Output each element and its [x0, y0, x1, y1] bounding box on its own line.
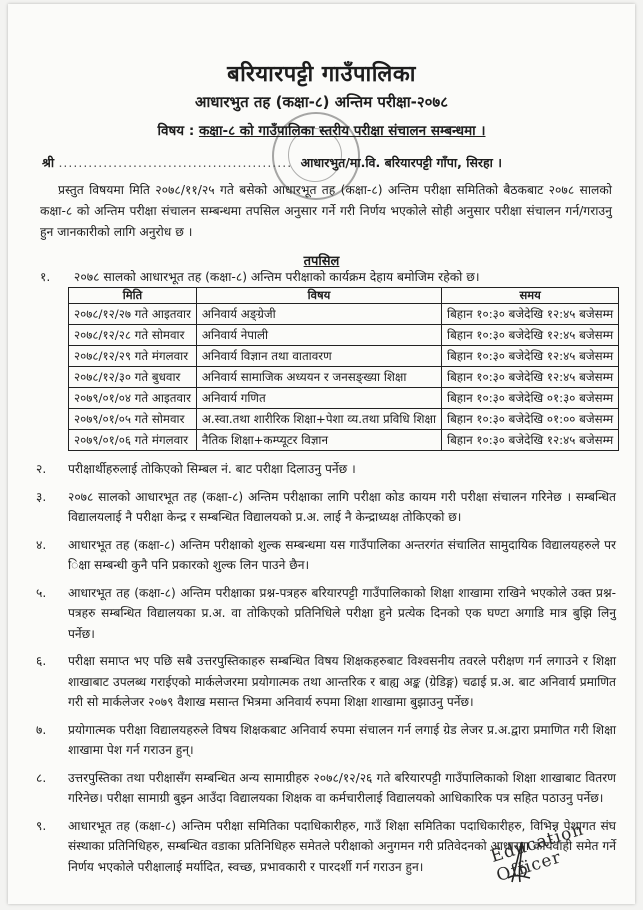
- exam-subtitle: आधारभुत तह (कक्षा-८) अन्तिम परीक्षा-२०७८: [194, 93, 449, 111]
- point-number: ९.: [36, 818, 47, 833]
- list-item: [36, 720, 616, 761]
- table-row: [69, 409, 619, 430]
- table-header-row: [69, 288, 619, 304]
- subject-line: [0, 121, 643, 139]
- table-row: [69, 388, 619, 409]
- cell-subject: अनिवार्य विज्ञान तथा वातावरण: [196, 346, 441, 367]
- recipient-prefix: श्री: [42, 155, 55, 170]
- point-number: १.: [40, 270, 51, 284]
- list-item: [36, 535, 616, 576]
- cell-date: २०७९/०१/०५ गते सोमवार: [69, 409, 197, 430]
- cell-time: बिहान १०:३० बजेदेखि ०१:३० बजेसम्म: [442, 388, 619, 409]
- cell-subject: नैतिक शिक्षा+कम्प्यूटर विज्ञान: [196, 430, 441, 451]
- point-text: २०७८ सालको आधारभूत तह (कक्षा-८) अन्तिम परीक्षाको कार्यक्रम देहाय बमोजिम रहेको छ।: [73, 270, 480, 284]
- subject-value: कक्षा-८ को गाउँपालिका स्तरीय परीक्षा संचालन सम्बन्धमा ।: [198, 123, 486, 139]
- column-header-subject: विषय: [196, 288, 441, 304]
- cell-time: बिहान १०:३० बजेदेखि १२:४५ बजेसम्म: [442, 346, 619, 367]
- instruction-list: [36, 459, 616, 884]
- cell-time: बिहान १०:३० बजेदेखि १२:४५ बजेसम्म: [442, 367, 619, 388]
- point-number: ३.: [36, 489, 47, 504]
- point-number: ४.: [36, 537, 47, 552]
- table-row: [69, 367, 619, 388]
- cell-date: २०७८/१२/२८ गते सोमवार: [69, 325, 197, 346]
- schedule-heading: तपसिल: [303, 254, 340, 269]
- cell-time: बिहान १०:३० बजेदेखि १२:४५ बजेसम्म: [442, 304, 619, 325]
- point-number: ८.: [36, 770, 47, 785]
- point-1: [40, 268, 480, 285]
- list-item: [36, 651, 616, 713]
- point-number: ५.: [36, 585, 47, 600]
- point-text: परीक्षा समाप्त भए पछि सबै उत्तरपुस्तिकाहरु सम्बन्धित विषय शिक्षकहरुबाट विश्वसनीय तवरले परीक्षण गर्न लगाउने र शिक्षा शाखाबाट उपलब्ध गराईएको मार्कलेजरमा प्रयोगात्मक तथा आन्तरिक र बाह्य अङ्क (ग्रेडिङ्ग) चढाई प्र.अ. बाट अनिवार्य प्रमाणित गरी सो मार्कलेजर २०७९ वैशाख मसान्त भित्रमा अनिवार्य रुपमा शिक्षा शाखामा बुझाउनु पर्नेछ।: [68, 654, 616, 709]
- subject-label: विषय :: [157, 123, 195, 139]
- table-row: [69, 430, 619, 451]
- page-title: बरियारपट्टी गाउँपालिका: [227, 62, 416, 87]
- exam-schedule-table: [68, 287, 619, 451]
- table-row: [69, 304, 619, 325]
- cell-date: २०७८/१२/२७ गते आइतवार: [69, 304, 197, 325]
- cell-date: २०७९/०१/०४ गते आइतवार: [69, 388, 197, 409]
- point-text: आधारभूत तह (कक्षा-८) अन्तिम परीक्षा समितिका पदाधिकारीहरु, गाउँ शिक्षा समितिका पदाधिकारीहरु, विभिन्न पेशागत संघ संस्थाका प्रतिनिधिहरु, सम्बन्धित वडाका प्रतिनिधिहरु समेतले परीक्षाको अनुगमन गरी प्रतिवेदनको आधारमा कार्यवाही समेत गर्ने निर्णय भएकोले परीक्षालाई मर्यादित, स्वच्छ, प्रभावकारी र पारदर्शी गर्न गराउन हुन।: [68, 818, 616, 874]
- point-text: आधारभूत तह (कक्षा-८) अन्तिम परीक्षाको शुल्क सम्बन्धमा यस गाउँपालिका अन्तरगंत संचालित सामुदायिक विद्यालयहरुले पर िक्षा सम्बन्धी कुनै पनि प्रकारको शुल्क लिन पाउने छैन।: [68, 537, 616, 572]
- point-number: ७.: [36, 722, 47, 737]
- point-number: ६.: [36, 654, 47, 668]
- cell-subject: अनिवार्य गणित: [196, 388, 441, 409]
- intro-paragraph: प्रस्तुत विषयमा मिति २०७८/११/२५ गते बसेको आधारभूत तह (कक्षा-८) अन्तिम परीक्षा समितिको बैठकबाट २०७८ सालको कक्षा-८ को अन्तिम परीक्षा संचालन सम्बन्धमा तपसिल अनुसार गर्ने गरी निर्णय भएकोले सोही अनुसार परीक्षा संचालन गर्न/गराउनु हुन जानकारीको लागि अनुरोध छ ।: [40, 183, 612, 239]
- cell-time: बिहान १०:३० बजेदेखि १२:४५ बजेसम्म: [442, 325, 619, 346]
- cell-date: २०७९/०१/०६ गते मंगलवार: [69, 430, 197, 451]
- point-text: आधारभूत तह (कक्षा-८) अन्तिम परीक्षाका प्रश्न-पत्रहरु बरियारपट्टी गाउँपालिकाको शिक्षा शाखामा राखिने भएकोले उक्त प्रश्न-पत्रहरु सम्बन्धित विद्यालयका प्र.अ. वा तोकिएको प्रतिनिधिले परीक्षा हुने प्रत्येक दिनको एक घण्टा अगाडि मात्र बुझि लिनु पर्नेछ।: [68, 585, 616, 641]
- cell-subject: अनिवार्य सामाजिक अध्ययन र जनसङ्ख्या शिक्षा: [196, 367, 441, 388]
- cell-date: २०७८/१२/३० गते बुधवार: [69, 367, 197, 388]
- recipient-blank: ...............................................: [58, 155, 293, 170]
- recipient-address: [42, 154, 502, 171]
- point-text: प्रयोगात्मक परीक्षा विद्यालयहरुले विषय शिक्षकबाट अनिवार्य रुपमा संचालन गर्न लगाई ग्रेड लेजर प्र.अ.द्वारा प्रमाणित गरी शिक्षा शाखामा पेश गर्न गराउन हुन्।: [68, 722, 616, 757]
- cell-subject: अनिवार्य नेपाली: [196, 325, 441, 346]
- column-header-time: समय: [442, 288, 619, 304]
- column-header-date: मिति: [69, 288, 197, 304]
- list-item: [36, 487, 616, 528]
- recipient-line: आधारभुत/मा.वि. बरियारपट्टी गाँपा, सिरहा ।: [300, 155, 502, 170]
- point-number: २.: [36, 462, 47, 476]
- list-item: [36, 459, 616, 480]
- cell-date: २०७८/१२/२९ गते मंगलवार: [69, 346, 197, 367]
- cell-time: बिहान १०:३० बजेदेखि ०१:०० बजेसम्म: [442, 409, 619, 430]
- cell-time: बिहान १०:३० बजेदेखि १२:४५ बजेसम्म: [442, 430, 619, 451]
- list-item: [36, 583, 616, 645]
- table-row: [69, 325, 619, 346]
- point-text: उत्तरपुस्तिका तथा परीक्षासँग सम्बन्धित अन्य सामाग्रीहरु २०७८/१२/२६ गते बरियारपट्टी गाउँपालिकाको शिक्षा शाखाबाट वितरण गरिनेछ। परीक्षा सामाग्री बुझ्न आउँदा विद्यालयका शिक्षक वा कर्मचारीलाई विद्यालयको आधिकारिक पत्र सहित पठाउनु पर्नेछ।: [68, 770, 616, 805]
- officer-title: Education Officer: [488, 819, 587, 886]
- table-row: [69, 346, 619, 367]
- list-item: [36, 768, 616, 809]
- cell-subject: अ.स्वा.तथा शारीरिक शिक्षा+पेशा व्य.तथा प्रविधि शिक्षा: [196, 409, 441, 430]
- cell-subject: अनिवार्य अङ्ग्रेजी: [196, 304, 441, 325]
- point-text: २०७८ सालको आधारभूत तह (कक्षा-८) अन्तिम परीक्षाका लागि परीक्षा कोड कायम गरी परीक्षा संचालन गरिनेछ । सम्बन्धित विद्यालयलाई नै परीक्षा केन्द्र र सम्बन्धित विद्यालयको प्र.अ. लाई नै केन्द्राध्यक्ष तोकिएको छ।: [68, 489, 616, 524]
- point-text: परीक्षार्थीहरुलाई तोकिएको सिम्बल नं. बाट परीक्षा दिलाउनु पर्नेछ ।: [68, 462, 356, 476]
